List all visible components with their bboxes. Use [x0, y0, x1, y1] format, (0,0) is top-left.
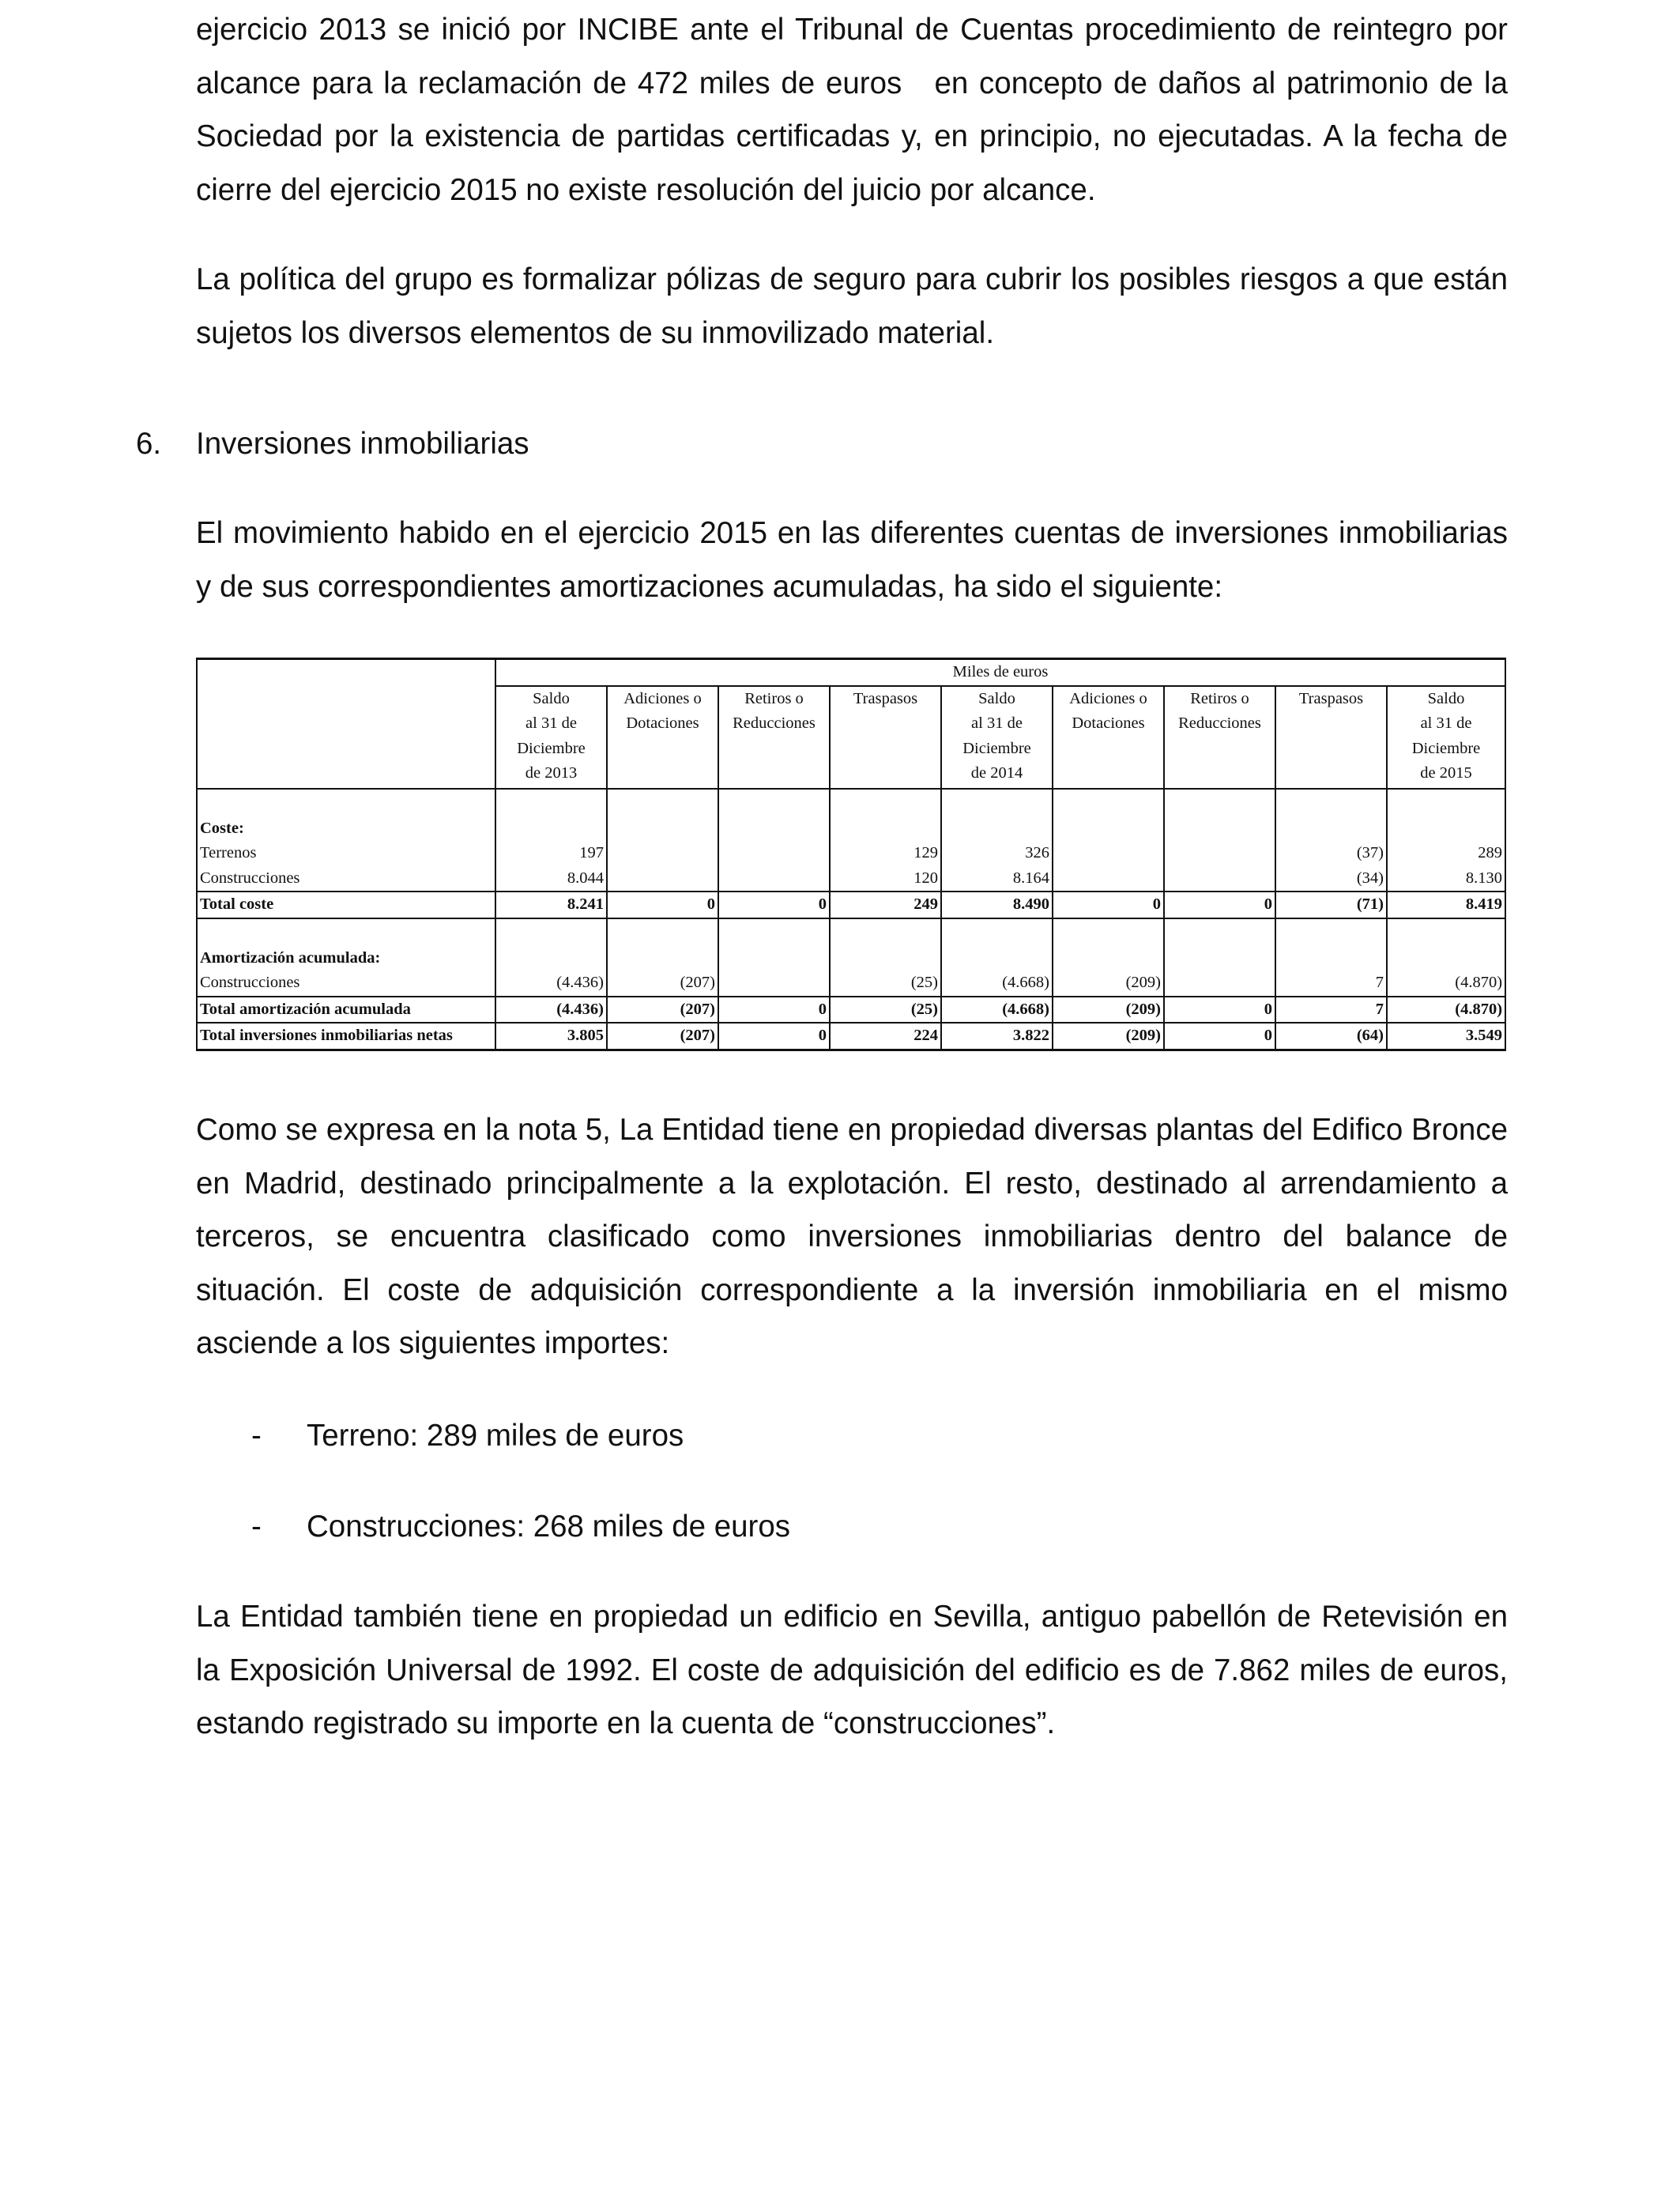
cell-value: [718, 841, 830, 866]
cell-value: [1164, 971, 1275, 997]
paragraph-line: terceros, se encuentra clasificado como inversiones inmobiliarias dentro del balance de: [196, 1220, 1508, 1253]
cell-value: [1164, 866, 1275, 892]
cell-value: (4.668): [941, 997, 1053, 1023]
cell-value: 0: [607, 892, 718, 918]
cell-value: (71): [1275, 892, 1387, 918]
table-total-row: [197, 892, 1505, 918]
column-header-adiciones-2015: Adiciones o Dotaciones: [1053, 686, 1164, 789]
table-unit-header: Miles de euros: [495, 659, 1505, 686]
cell-value: [607, 841, 718, 866]
cell-value: 0: [1164, 1023, 1275, 1050]
cell-value: 289: [1387, 841, 1505, 866]
column-header-retiros-2015: Retiros o Reducciones: [1164, 686, 1275, 789]
paragraph-reintegro: [196, 3, 1508, 217]
cell-value: 8.130: [1387, 866, 1505, 892]
cell-value: 7: [1275, 971, 1387, 997]
table-row: [197, 971, 1505, 997]
cell-value: 0: [1164, 997, 1275, 1023]
paragraph-line: asciende a los siguientes importes:: [196, 1326, 670, 1360]
cell-value: (4.870): [1387, 971, 1505, 997]
cell-value: 0: [718, 892, 830, 918]
cell-value: (4.668): [941, 971, 1053, 997]
cell-value: (34): [1275, 866, 1387, 892]
paragraph-line: alcance para la reclamación de 472 miles de euros en concepto de daños al patrimonio de la: [196, 66, 1508, 100]
bullet-text: Terreno: 289 miles de euros: [307, 1419, 684, 1453]
cell-value: [1053, 866, 1164, 892]
cell-value: 3.805: [495, 1023, 607, 1050]
cell-value: 0: [1164, 892, 1275, 918]
table-row: [197, 866, 1505, 892]
table-total-row: [197, 997, 1505, 1023]
cell-value: (209): [1053, 997, 1164, 1023]
paragraph-line: El movimiento habido en el ejercicio 2015 en las diferentes cuentas de inversiones inmobiliarias: [196, 516, 1508, 550]
column-header-saldo-2013: Saldo al 31 de Diciembre de 2013: [495, 686, 607, 789]
column-header-saldo-2014: Saldo al 31 de Diciembre de 2014: [941, 686, 1053, 789]
paragraph-line: la Exposición Universal de 1992. El coste de adquisición del edificio es de 7.862 miles de euros,: [196, 1653, 1508, 1687]
section-heading-coste: Coste:: [197, 816, 495, 842]
table-section-spacer: [197, 789, 1505, 816]
cell-value: (209): [1053, 971, 1164, 997]
section-title: Inversiones inmobiliarias: [196, 427, 529, 461]
column-header-saldo-2015: Saldo al 31 de Diciembre de 2015: [1387, 686, 1505, 789]
bullet-text: Construcciones: 268 miles de euros: [307, 1510, 791, 1544]
paragraph-line: cierre del ejercicio 2015 no existe resolución del juicio por alcance.: [196, 172, 1096, 207]
cell-value: 120: [830, 866, 941, 892]
cell-value: 224: [830, 1023, 941, 1050]
cell-value: (64): [1275, 1023, 1387, 1050]
paragraph-line: estando registrado su importe en la cuenta de “construcciones”.: [196, 1706, 1056, 1740]
cell-value: (4.436): [495, 997, 607, 1023]
paragraph-line: La política del grupo es formalizar pólizas de seguro para cubrir los posibles riesgos a que están: [196, 262, 1508, 296]
cell-value: 8.241: [495, 892, 607, 918]
row-label: Total coste: [197, 892, 495, 918]
cell-value: 8.164: [941, 866, 1053, 892]
paragraph-line: sujetos los diversos elementos de su inmovilizado material.: [196, 315, 995, 350]
paragraph-line: Como se expresa en la nota 5, La Entidad tiene en propiedad diversas plantas del Edifico Bronce: [196, 1113, 1508, 1147]
row-label: Total inversiones inmobiliarias netas: [197, 1023, 495, 1050]
cell-value: 8.490: [941, 892, 1053, 918]
cell-value: 249: [830, 892, 941, 918]
section-number: 6.: [136, 427, 162, 461]
row-label: Total amortización acumulada: [197, 997, 495, 1023]
cell-value: (4.870): [1387, 997, 1505, 1023]
cell-value: [607, 866, 718, 892]
cell-value: (207): [607, 1023, 718, 1050]
cell-value: [1164, 841, 1275, 866]
column-header-traspasos-2014: Traspasos: [830, 686, 941, 789]
cell-value: 197: [495, 841, 607, 866]
cell-value: 3.549: [1387, 1023, 1505, 1050]
bullet-dash: -: [251, 1510, 262, 1544]
table-section-heading-row: [197, 946, 1505, 971]
section-heading-amortizacion: Amortización acumulada:: [197, 946, 495, 971]
cell-value: 0: [718, 1023, 830, 1050]
table-section-heading-row: [197, 816, 1505, 842]
row-label: Construcciones: [197, 866, 495, 892]
paragraph-polizas: [196, 253, 1508, 360]
cell-value: 8.044: [495, 866, 607, 892]
row-label: Construcciones: [197, 971, 495, 997]
cell-value: (4.436): [495, 971, 607, 997]
paragraph-line: Sociedad por la existencia de partidas certificadas y, en principio, no ejecutadas. A la fecha de: [196, 119, 1508, 153]
column-header-traspasos-2015: Traspasos: [1275, 686, 1387, 789]
paragraph-line: La Entidad también tiene en propiedad un edificio en Sevilla, antiguo pabellón de Retevisión en: [196, 1600, 1508, 1634]
table-unit-header-row: [197, 659, 1505, 686]
column-header-adiciones-2014: Adiciones o Dotaciones: [607, 686, 718, 789]
cell-value: [718, 971, 830, 997]
cell-value: (207): [607, 997, 718, 1023]
table-grand-total-row: [197, 1023, 1505, 1050]
paragraph-line: y de sus correspondientes amortizaciones acumuladas, ha sido el siguiente:: [196, 569, 1223, 604]
table-row: [197, 841, 1505, 866]
cell-value: 0: [718, 997, 830, 1023]
paragraph-edificio-bronce: [196, 1103, 1508, 1370]
cell-value: 7: [1275, 997, 1387, 1023]
paragraph-edificio-sevilla: [196, 1590, 1508, 1751]
cell-value: (207): [607, 971, 718, 997]
cell-value: (25): [830, 971, 941, 997]
cell-value: 129: [830, 841, 941, 866]
cell-value: (37): [1275, 841, 1387, 866]
paragraph-line: en Madrid, destinado principalmente a la explotación. El resto, destinado al arrendamiento a: [196, 1166, 1508, 1201]
cell-value: 326: [941, 841, 1053, 866]
cell-value: 8.419: [1387, 892, 1505, 918]
inversiones-inmobiliarias-table: [196, 658, 1506, 1051]
bullet-dash: -: [251, 1419, 262, 1453]
column-header-retiros-2014: Retiros o Reducciones: [718, 686, 830, 789]
paragraph-movimiento: [196, 507, 1508, 613]
paragraph-line: situación. El coste de adquisición correspondiente a la inversión inmobiliaria en el mismo: [196, 1272, 1508, 1307]
cell-value: [718, 866, 830, 892]
cell-value: (25): [830, 997, 941, 1023]
table-section-spacer: [197, 918, 1505, 946]
cell-value: [1053, 841, 1164, 866]
cell-value: 0: [1053, 892, 1164, 918]
cell-value: (209): [1053, 1023, 1164, 1050]
paragraph-line: ejercicio 2013 se inició por INCIBE ante el Tribunal de Cuentas procedimiento de reintegro por: [196, 13, 1508, 47]
cell-value: 3.822: [941, 1023, 1053, 1050]
row-label: Terrenos: [197, 841, 495, 866]
